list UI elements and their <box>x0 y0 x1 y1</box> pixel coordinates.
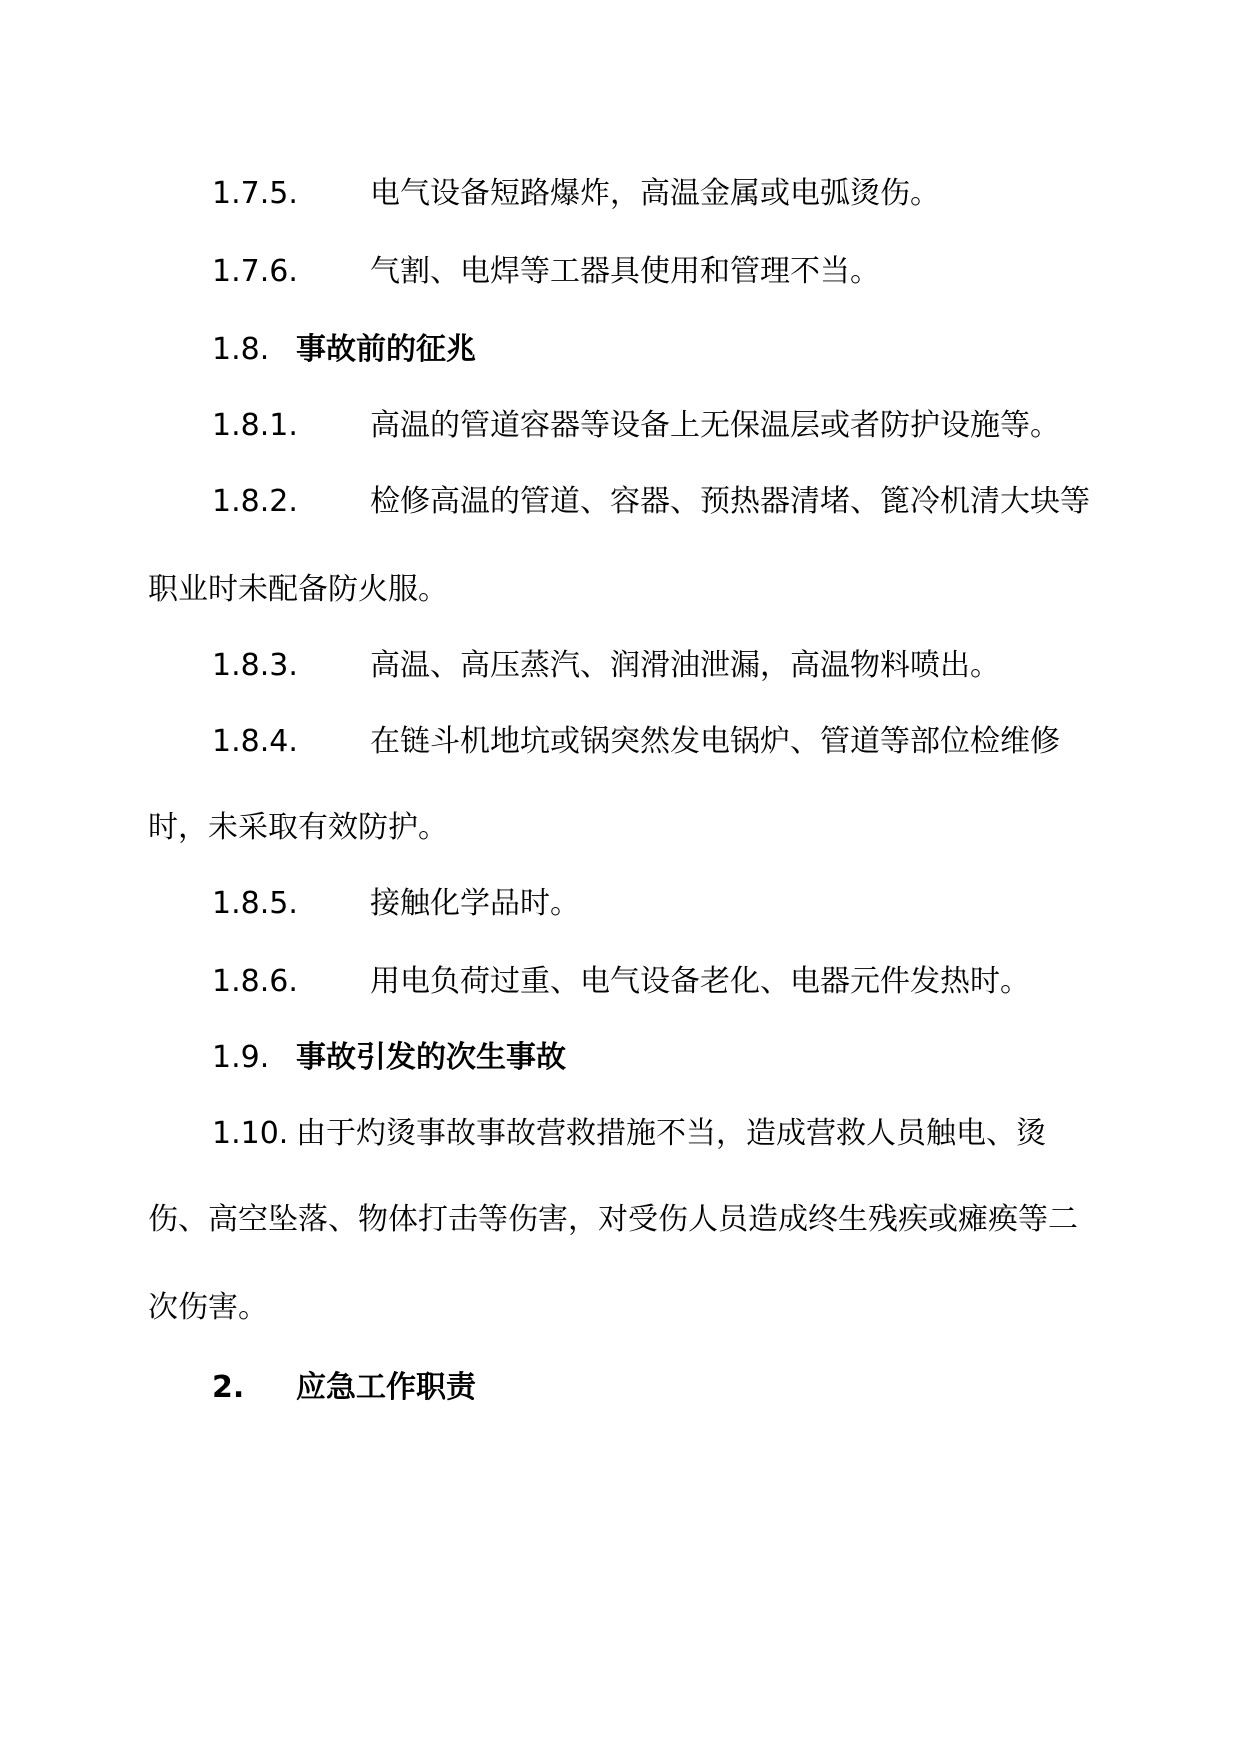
item-number: 1.8.1. <box>212 408 298 443</box>
item-text: 气割、电焊等工器具使用和管理不当。 <box>370 254 880 289</box>
section-title: 应急工作职责 <box>296 1370 476 1405</box>
heading-text: 事故引发的次生事故 <box>296 1040 566 1075</box>
item-text: 电气设备短路爆炸，高温金属或电弧烫伤。 <box>370 176 940 211</box>
heading-number: 1.8. <box>212 332 270 367</box>
item-text: 在链斗机地坑或锅突然发电锅炉、管道等部位检维修 <box>370 724 1060 759</box>
item-text: 由于灼烫事故事故营救措施不当，造成营救人员触电、烫 <box>296 1116 1046 1151</box>
item-text: 用电负荷过重、电气设备老化、电器元件发热时。 <box>370 964 1030 999</box>
item-text: 检修高温的管道、容器、预热器清堵、篦冷机清大块等 <box>370 484 1090 519</box>
item-number: 1.8.4. <box>212 724 298 759</box>
heading-number: 1.9. <box>212 1040 270 1075</box>
item-text: 接触化学品时。 <box>370 886 580 921</box>
item-number: 1.8.5. <box>212 886 298 921</box>
item-number: 1.8.2. <box>212 484 298 519</box>
heading-text: 事故前的征兆 <box>296 332 476 367</box>
section-number: 2. <box>212 1370 245 1405</box>
item-text-continued: 职业时未配备防火服。 <box>148 572 448 607</box>
item-number: 1.7.5. <box>212 176 298 211</box>
item-text-continued: 伤、高空坠落、物体打击等伤害，对受伤人员造成终生残疾或瘫痪等二 <box>148 1202 1078 1237</box>
item-number: 1.10. <box>212 1116 289 1151</box>
item-text-continued: 时，未采取有效防护。 <box>148 810 448 845</box>
item-number: 1.8.3. <box>212 648 298 683</box>
item-text: 高温、高压蒸汽、润滑油泄漏，高温物料喷出。 <box>370 648 1000 683</box>
item-text-continued: 次伤害。 <box>148 1290 268 1325</box>
item-number: 1.7.6. <box>212 254 298 289</box>
item-number: 1.8.6. <box>212 964 298 999</box>
item-text: 高温的管道容器等设备上无保温层或者防护设施等。 <box>370 408 1060 443</box>
